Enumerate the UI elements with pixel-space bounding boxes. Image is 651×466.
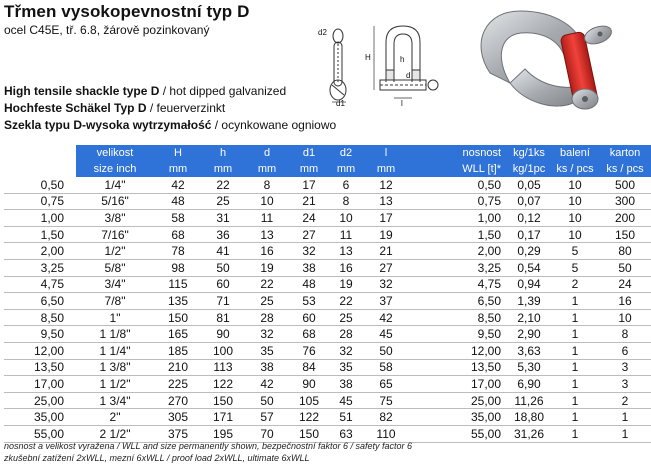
table-cell: 270 xyxy=(154,392,202,409)
table-row xyxy=(4,309,651,326)
table-cell: 38 xyxy=(328,376,364,393)
table-cell: 0,50 xyxy=(409,177,507,193)
column-header: mm xyxy=(154,161,202,177)
table-cell: 22 xyxy=(202,177,244,193)
column-header: size inch xyxy=(76,161,154,177)
table-cell: 1 xyxy=(551,376,599,393)
table-cell: 6 xyxy=(328,177,364,193)
table-cell: 13 xyxy=(244,226,290,243)
table-cell: 11,26 xyxy=(507,392,551,409)
table-header-row xyxy=(4,161,651,177)
header-blank xyxy=(4,161,76,177)
table-cell: 7/8" xyxy=(76,293,154,310)
column-header: l xyxy=(364,145,408,161)
table-cell: 84 xyxy=(290,359,328,376)
table-cell: 2 1/2" xyxy=(76,425,154,442)
table-cell: 1,39 xyxy=(507,293,551,310)
table-cell: 50 xyxy=(364,342,408,359)
table-cell: 24 xyxy=(290,210,328,227)
side-view xyxy=(330,29,346,100)
table-cell: 1 xyxy=(551,326,599,343)
table-cell: 25,00 xyxy=(4,392,76,409)
table-cell: 4,75 xyxy=(409,276,507,293)
table-cell: 2 xyxy=(599,392,651,409)
d2-label: d2 xyxy=(318,28,327,37)
table-cell: 31 xyxy=(202,210,244,227)
table-cell: 150 xyxy=(154,309,202,326)
table-cell: 5 xyxy=(551,243,599,260)
table-cell: 122 xyxy=(290,409,328,426)
table-row xyxy=(4,177,651,193)
table-cell: 300 xyxy=(599,193,651,210)
table-cell: 1/4" xyxy=(76,177,154,193)
table-cell: 55,00 xyxy=(4,425,76,442)
column-header: kg/1pc xyxy=(507,161,551,177)
table-cell: 10 xyxy=(551,210,599,227)
table-cell: 4,75 xyxy=(4,276,76,293)
table-cell: 1,50 xyxy=(409,226,507,243)
language-note: / ocynkowane ogniowo xyxy=(211,118,337,132)
language-line xyxy=(4,83,286,99)
table-cell: 3 xyxy=(599,376,651,393)
table-cell: 10 xyxy=(551,177,599,193)
table-cell: 13,50 xyxy=(409,359,507,376)
footnote: zkušební zatížení 2xWLL, mezní 6xWLL / proof load 2xWLL, ultimate 6xWLL xyxy=(4,453,310,463)
table-row xyxy=(4,376,651,393)
table-cell: 9,50 xyxy=(4,326,76,343)
table-cell: 1 xyxy=(599,425,651,442)
table-cell: 45 xyxy=(364,326,408,343)
table-cell: 2,00 xyxy=(409,243,507,260)
table-cell: 50 xyxy=(202,259,244,276)
table-cell: 0,50 xyxy=(4,177,76,193)
table-cell: 42 xyxy=(364,309,408,326)
table-cell: 21 xyxy=(290,193,328,210)
table-cell: 1 xyxy=(551,309,599,326)
column-header: mm xyxy=(290,161,328,177)
language-title: High tensile shackle type D xyxy=(4,84,160,98)
table-cell: 21 xyxy=(364,243,408,260)
language-line xyxy=(4,100,225,116)
table-cell: 18,80 xyxy=(507,409,551,426)
table-cell: 10 xyxy=(551,226,599,243)
table-cell: 19 xyxy=(244,259,290,276)
table-cell: 11 xyxy=(328,226,364,243)
table-cell: 42 xyxy=(154,177,202,193)
column-header: h xyxy=(202,145,244,161)
table-cell: 3,63 xyxy=(507,342,551,359)
table-cell: 70 xyxy=(244,425,290,442)
table-cell: 115 xyxy=(154,276,202,293)
column-header: mm xyxy=(244,161,290,177)
table-cell: 60 xyxy=(202,276,244,293)
table-cell: 22 xyxy=(244,276,290,293)
table-cell: 17 xyxy=(290,177,328,193)
table-cell: 10 xyxy=(244,193,290,210)
column-header: H xyxy=(154,145,202,161)
table-cell: 165 xyxy=(154,326,202,343)
footnote: nosnost a velikost vyražena / WLL and size permanently shown, bezpečnostní faktor 6 / safety factor 6 xyxy=(4,441,413,451)
shackle-photo xyxy=(455,3,645,123)
table-row xyxy=(4,193,651,210)
language-title: Hochfeste Schäkel Typ D xyxy=(4,101,147,115)
H-label: H xyxy=(365,53,371,62)
table-cell: 16 xyxy=(599,293,651,310)
table-cell: 32 xyxy=(364,276,408,293)
table-cell: 25 xyxy=(244,293,290,310)
table-cell: 36 xyxy=(202,226,244,243)
table-cell: 8 xyxy=(328,193,364,210)
table-cell: 6,50 xyxy=(409,293,507,310)
table-cell: 17 xyxy=(364,210,408,227)
column-header: d xyxy=(244,145,290,161)
d1-label: d1 xyxy=(336,99,345,108)
table-cell: 60 xyxy=(290,309,328,326)
table-row xyxy=(4,293,651,310)
table-cell: 22 xyxy=(328,293,364,310)
table-cell: 28 xyxy=(328,326,364,343)
table-cell: 1,50 xyxy=(4,226,76,243)
table-cell: 48 xyxy=(290,276,328,293)
table-cell: 2,90 xyxy=(507,326,551,343)
table-cell: 1,00 xyxy=(409,210,507,227)
table-cell: 41 xyxy=(202,243,244,260)
table-cell: 1,00 xyxy=(4,210,76,227)
table-cell: 8,50 xyxy=(409,309,507,326)
table-cell: 45 xyxy=(328,392,364,409)
table-cell: 68 xyxy=(290,326,328,343)
table-row xyxy=(4,425,651,442)
table-header-row xyxy=(4,145,651,161)
table-cell: 38 xyxy=(290,259,328,276)
table-cell: 1 1/4" xyxy=(76,342,154,359)
table-cell: 150 xyxy=(202,392,244,409)
table-cell: 37 xyxy=(364,293,408,310)
table-row xyxy=(4,342,651,359)
table-cell: 8 xyxy=(599,326,651,343)
table-cell: 13 xyxy=(328,243,364,260)
table-cell: 42 xyxy=(244,376,290,393)
table-cell: 0,94 xyxy=(507,276,551,293)
table-cell: 1 1/8" xyxy=(76,326,154,343)
column-header: d1 xyxy=(290,145,328,161)
specification-table xyxy=(4,145,651,443)
table-cell: 0,75 xyxy=(4,193,76,210)
table-cell: 0,17 xyxy=(507,226,551,243)
table-cell: 7/16" xyxy=(76,226,154,243)
table-cell: 90 xyxy=(290,376,328,393)
column-header: velikost xyxy=(76,145,154,161)
table-cell: 122 xyxy=(202,376,244,393)
table-cell: 75 xyxy=(364,392,408,409)
column-header: d2 xyxy=(328,145,364,161)
table-row xyxy=(4,392,651,409)
table-cell: 25,00 xyxy=(409,392,507,409)
table-row xyxy=(4,243,651,260)
column-header: nosnost xyxy=(409,145,507,161)
table-cell: 98 xyxy=(154,259,202,276)
table-cell: 0,75 xyxy=(409,193,507,210)
table-cell: 0,07 xyxy=(507,193,551,210)
table-row xyxy=(4,409,651,426)
table-cell: 11 xyxy=(244,210,290,227)
column-header: kg/1ks xyxy=(507,145,551,161)
table-cell: 210 xyxy=(154,359,202,376)
table-cell: 3,25 xyxy=(4,259,76,276)
table-cell: 50 xyxy=(599,259,651,276)
table-cell: 1/2" xyxy=(76,243,154,260)
table-cell: 5,30 xyxy=(507,359,551,376)
column-header: WLL [t]* xyxy=(409,161,507,177)
table-cell: 3 xyxy=(599,359,651,376)
table-cell: 6 xyxy=(599,342,651,359)
table-cell: 1 1/2" xyxy=(76,376,154,393)
table-cell: 65 xyxy=(364,376,408,393)
table-cell: 50 xyxy=(244,392,290,409)
table-cell: 110 xyxy=(364,425,408,442)
table-cell: 17,00 xyxy=(409,376,507,393)
table-cell: 105 xyxy=(290,392,328,409)
table-cell: 10 xyxy=(599,309,651,326)
language-note: / feuerverzinkt xyxy=(146,101,226,115)
table-cell: 13,50 xyxy=(4,359,76,376)
table-cell: 200 xyxy=(599,210,651,227)
table-cell: 57 xyxy=(244,409,290,426)
language-title: Szekla typu D-wysoka wytrzymałość xyxy=(4,118,212,132)
table-cell: 5/8" xyxy=(76,259,154,276)
table-cell: 24 xyxy=(599,276,651,293)
table-cell: 500 xyxy=(599,177,651,193)
table-cell: 19 xyxy=(328,276,364,293)
table-cell: 12,00 xyxy=(4,342,76,359)
table-cell: 3/4" xyxy=(76,276,154,293)
table-cell: 25 xyxy=(328,309,364,326)
table-cell: 100 xyxy=(202,342,244,359)
column-header: karton xyxy=(599,145,651,161)
table-cell: 1 xyxy=(551,293,599,310)
table-cell: 63 xyxy=(328,425,364,442)
table-cell: 16 xyxy=(244,243,290,260)
table-row xyxy=(4,276,651,293)
table-cell: 35 xyxy=(244,342,290,359)
table-cell: 27 xyxy=(364,259,408,276)
table-cell: 1 xyxy=(551,342,599,359)
table-cell: 38 xyxy=(244,359,290,376)
table-cell: 5 xyxy=(551,259,599,276)
table-cell: 55,00 xyxy=(409,425,507,442)
table-cell: 0,54 xyxy=(507,259,551,276)
table-cell: 2,10 xyxy=(507,309,551,326)
table-cell: 171 xyxy=(202,409,244,426)
column-header: balení xyxy=(551,145,599,161)
table-cell: 32 xyxy=(244,326,290,343)
table-cell: 78 xyxy=(154,243,202,260)
table-cell: 81 xyxy=(202,309,244,326)
table-cell: 68 xyxy=(154,226,202,243)
table-cell: 71 xyxy=(202,293,244,310)
table-cell: 8,50 xyxy=(4,309,76,326)
table-cell: 48 xyxy=(154,193,202,210)
table-cell: 305 xyxy=(154,409,202,426)
table-row xyxy=(4,259,651,276)
table-cell: 90 xyxy=(202,326,244,343)
table-cell: 1 xyxy=(551,359,599,376)
table-cell: 35,00 xyxy=(4,409,76,426)
table-cell: 76 xyxy=(290,342,328,359)
d-label: d xyxy=(406,71,411,80)
table-cell: 225 xyxy=(154,376,202,393)
table-cell: 6,50 xyxy=(4,293,76,310)
table-cell: 195 xyxy=(202,425,244,442)
page-subtitle: ocel C45E, tř. 6.8, žárově pozinkovaný xyxy=(4,23,210,37)
table-cell: 12 xyxy=(364,177,408,193)
l-label: l xyxy=(401,99,403,108)
shackle-drawing xyxy=(312,22,452,112)
table-cell: 31,26 xyxy=(507,425,551,442)
column-header: mm xyxy=(328,161,364,177)
table-cell: 2,00 xyxy=(4,243,76,260)
table-cell: 53 xyxy=(290,293,328,310)
table-cell: 5/16" xyxy=(76,193,154,210)
language-line xyxy=(4,117,336,133)
table-cell: 1 xyxy=(551,392,599,409)
h-label: h xyxy=(400,55,405,64)
table-cell: 135 xyxy=(154,293,202,310)
table-cell: 185 xyxy=(154,342,202,359)
table-cell: 1 xyxy=(551,425,599,442)
table-cell: 3/8" xyxy=(76,210,154,227)
page-title: Třmen vysokopevnostní typ D xyxy=(4,2,250,21)
table-cell: 25 xyxy=(202,193,244,210)
table-cell: 0,29 xyxy=(507,243,551,260)
table-row xyxy=(4,210,651,227)
table-cell: 375 xyxy=(154,425,202,442)
table-cell: 0,12 xyxy=(507,210,551,227)
table-cell: 8 xyxy=(244,177,290,193)
table-cell: 1 xyxy=(599,409,651,426)
table-cell: 113 xyxy=(202,359,244,376)
table-cell: 58 xyxy=(154,210,202,227)
table-cell: 10 xyxy=(551,193,599,210)
table-cell: 58 xyxy=(364,359,408,376)
table-cell: 80 xyxy=(599,243,651,260)
column-header: mm xyxy=(202,161,244,177)
table-cell: 28 xyxy=(244,309,290,326)
front-view xyxy=(380,26,438,90)
column-header: mm xyxy=(364,161,408,177)
table-cell: 12,00 xyxy=(409,342,507,359)
table-cell: 3,25 xyxy=(409,259,507,276)
table-row xyxy=(4,326,651,343)
table-cell: 13 xyxy=(364,193,408,210)
table-cell: 19 xyxy=(364,226,408,243)
table-cell: 35 xyxy=(328,359,364,376)
table-cell: 17,00 xyxy=(4,376,76,393)
table-row xyxy=(4,226,651,243)
table-cell: 1" xyxy=(76,309,154,326)
table-cell: 9,50 xyxy=(409,326,507,343)
table-cell: 1 xyxy=(551,409,599,426)
table-cell: 1 3/8" xyxy=(76,359,154,376)
table-cell: 6,90 xyxy=(507,376,551,393)
header-blank xyxy=(4,145,76,161)
table-cell: 2" xyxy=(76,409,154,426)
table-row xyxy=(4,359,651,376)
table-cell: 35,00 xyxy=(409,409,507,426)
table-cell: 32 xyxy=(290,243,328,260)
table-cell: 2 xyxy=(551,276,599,293)
table-cell: 82 xyxy=(364,409,408,426)
column-header: ks / pcs xyxy=(599,161,651,177)
table-cell: 0,05 xyxy=(507,177,551,193)
column-header: ks / pcs xyxy=(551,161,599,177)
table-cell: 1 3/4" xyxy=(76,392,154,409)
table-cell: 150 xyxy=(290,425,328,442)
table-cell: 27 xyxy=(290,226,328,243)
table-cell: 150 xyxy=(599,226,651,243)
table-cell: 32 xyxy=(328,342,364,359)
table-cell: 10 xyxy=(328,210,364,227)
table-cell: 16 xyxy=(328,259,364,276)
language-note: / hot dipped galvanized xyxy=(159,84,287,98)
table-cell: 51 xyxy=(328,409,364,426)
